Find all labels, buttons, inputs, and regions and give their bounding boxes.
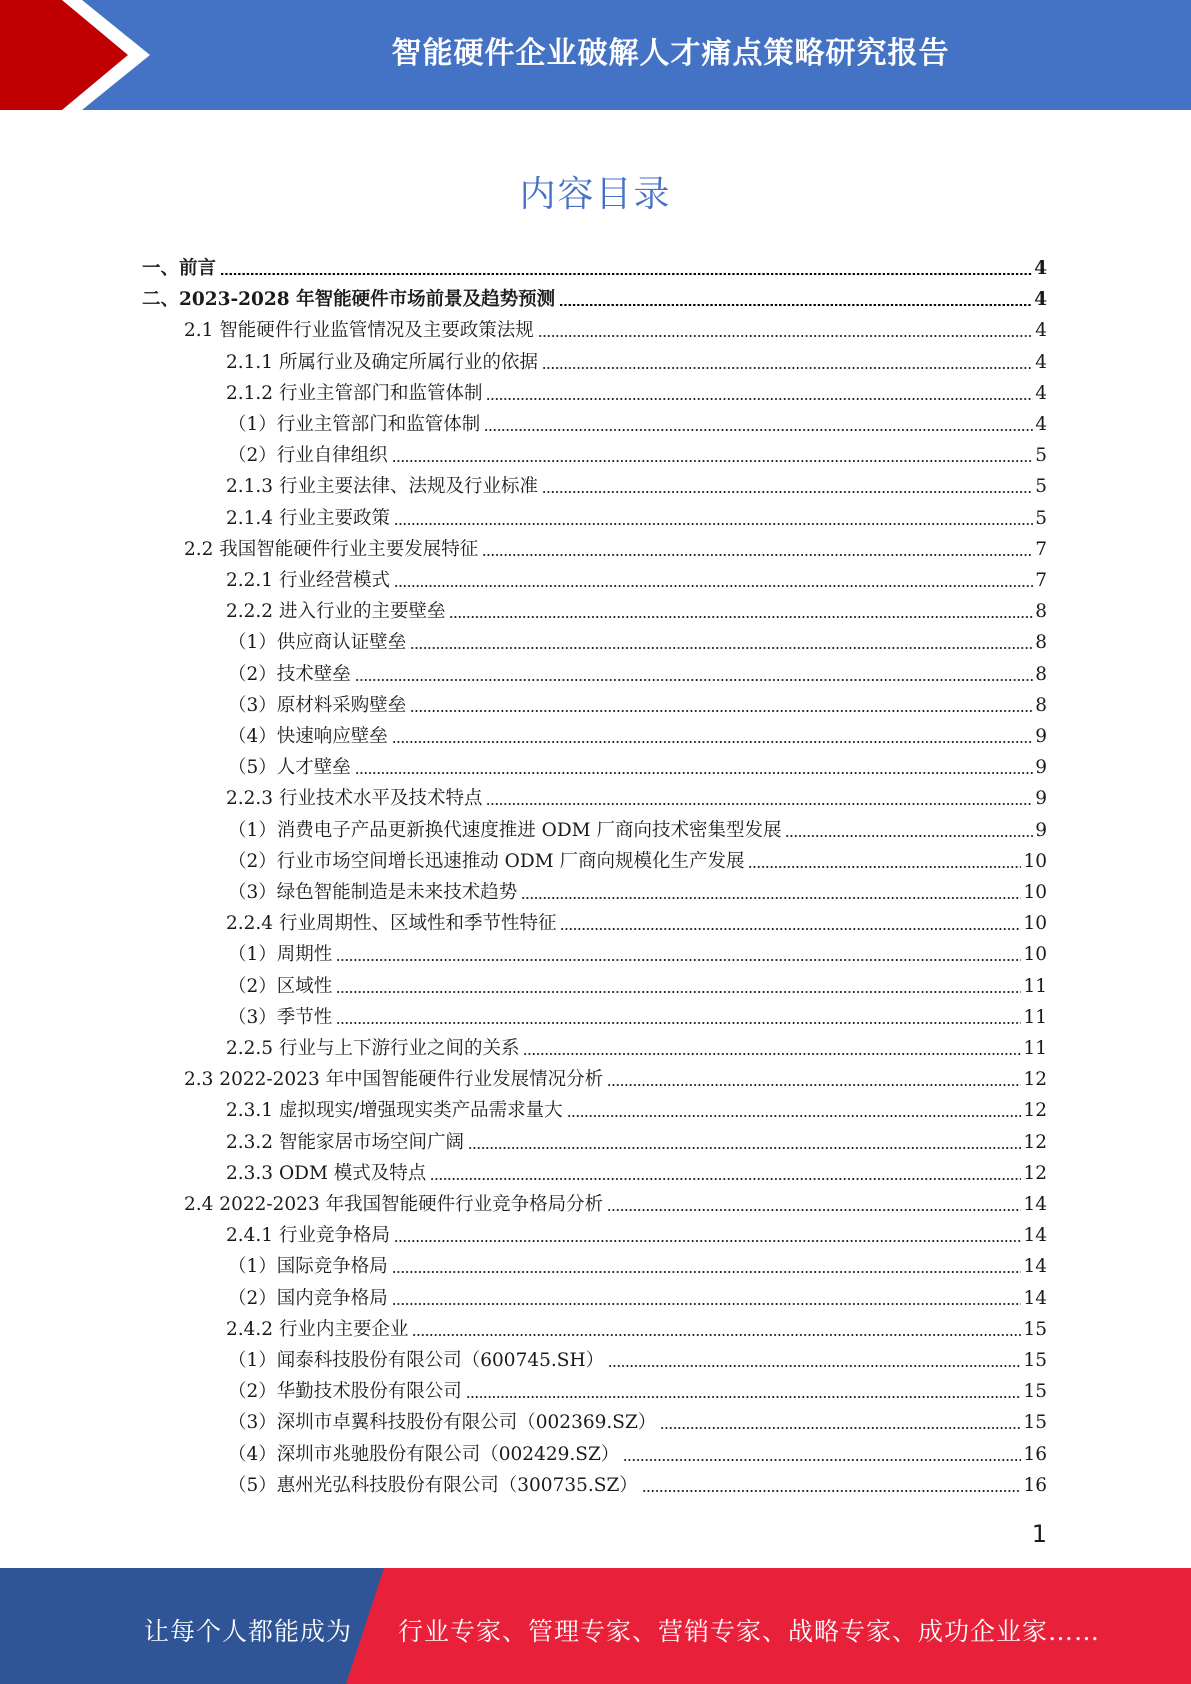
toc-entry-title: 2.1.3 行业主要法律、法规及行业标准 xyxy=(226,476,538,498)
toc-entry[interactable] xyxy=(226,784,1047,814)
toc-entry-page: 5 xyxy=(1035,507,1047,529)
toc-entry[interactable] xyxy=(226,472,1047,502)
toc-entry-page: 7 xyxy=(1035,538,1047,560)
toc-dot-leader xyxy=(486,803,1033,805)
toc-entry-title: （3）绿色智能制造是未来技术趋势 xyxy=(228,882,518,903)
toc-dot-leader xyxy=(466,1396,1022,1398)
toc-dot-leader xyxy=(542,367,1033,369)
footer-slogan-left: 让每个人都能成为 xyxy=(144,1617,353,1646)
toc-entry-title: 2.4.2 行业内主要企业 xyxy=(226,1318,409,1340)
toc-entry-title: （3）原材料采购壁垒 xyxy=(228,694,407,716)
toc-entry-page: 8 xyxy=(1035,694,1047,716)
toc-entry[interactable] xyxy=(184,1190,1047,1220)
toc-entry-title: （5）人才壁垒 xyxy=(228,757,351,779)
toc-entry[interactable] xyxy=(226,909,1047,939)
toc-entry[interactable] xyxy=(226,566,1047,596)
toc-dot-leader xyxy=(336,991,1021,993)
toc-entry-page: 12 xyxy=(1023,1131,1047,1153)
toc-entry-title: 2.1.2 行业主管部门和监管体制 xyxy=(226,382,483,404)
toc-dot-leader xyxy=(623,1459,1021,1461)
toc-entry-page: 8 xyxy=(1035,663,1047,685)
toc-entry[interactable] xyxy=(228,441,1047,471)
toc-entry-page: 11 xyxy=(1023,1038,1047,1059)
toc-entry[interactable] xyxy=(228,1377,1047,1407)
toc-entry-page: 15 xyxy=(1023,1381,1047,1403)
toc-entry-title: （5）惠州光弘科技股份有限公司（300735.SZ） xyxy=(228,1474,638,1496)
toc-dot-leader xyxy=(336,959,1021,961)
toc-dot-leader xyxy=(748,866,1021,868)
toc-entry-page: 12 xyxy=(1023,1069,1047,1091)
toc-entry-page: 14 xyxy=(1023,1194,1047,1215)
toc-dot-leader xyxy=(559,304,1032,306)
toc-dot-leader xyxy=(449,616,1033,618)
toc-entry[interactable] xyxy=(228,1284,1047,1314)
toc-dot-leader xyxy=(642,1490,1022,1492)
toc-entry[interactable] xyxy=(226,1159,1047,1189)
toc-entry[interactable] xyxy=(228,1252,1047,1282)
toc-entry-title: 2.3.1 虚拟现实/增强现实类产品需求量大 xyxy=(226,1100,563,1122)
toc-entry[interactable] xyxy=(228,1408,1047,1438)
toc-entry-title: 2.2.4 行业周期性、区域性和季节性特征 xyxy=(226,913,557,935)
toc-entry[interactable] xyxy=(228,691,1047,721)
toc-entry-page: 10 xyxy=(1023,850,1047,872)
toc-entry[interactable] xyxy=(228,628,1047,658)
toc-entry-title: 2.3.2 智能家居市场空间广阔 xyxy=(226,1131,464,1153)
toc-entry-page: 9 xyxy=(1035,726,1047,747)
toc-entry-title: 一、前言 xyxy=(142,258,217,279)
toc-dot-leader xyxy=(394,523,1033,525)
toc-entry[interactable] xyxy=(228,410,1047,440)
toc-dot-leader xyxy=(660,1427,1021,1429)
toc-entry[interactable] xyxy=(228,1346,1047,1376)
toc-entry-title: （3）季节性 xyxy=(228,1006,333,1028)
toc-dot-leader xyxy=(567,1115,1022,1117)
toc-dot-leader xyxy=(538,335,1033,337)
toc-dot-leader xyxy=(392,741,1033,743)
toc-entry-title: （1）供应商认证壁垒 xyxy=(228,632,407,654)
toc-dot-leader xyxy=(785,835,1033,837)
toc-dot-leader xyxy=(430,1178,1021,1180)
toc-entry[interactable] xyxy=(226,1096,1047,1126)
toc-entry-title: 2.1.4 行业主要政策 xyxy=(226,507,390,529)
toc-entry-title: 2.4 2022-2023 年我国智能硬件行业竞争格局分析 xyxy=(184,1194,604,1215)
page-number: 1 xyxy=(1031,1520,1047,1548)
toc-dot-leader xyxy=(608,1365,1021,1367)
toc-entry[interactable] xyxy=(228,660,1047,690)
page-footer-banner xyxy=(0,1568,1191,1684)
toc-entry-title: （2）技术壁垒 xyxy=(228,663,351,685)
toc-entry-title: 二、2023-2028 年智能硬件市场前景及趋势预测 xyxy=(142,289,556,311)
toc-entry-page: 5 xyxy=(1035,445,1047,467)
toc-dot-leader xyxy=(220,273,1032,275)
toc-entry-page: 16 xyxy=(1023,1443,1047,1465)
toc-entry-page: 14 xyxy=(1023,1225,1047,1247)
toc-dot-leader xyxy=(410,710,1033,712)
toc-entry[interactable] xyxy=(228,1471,1047,1501)
toc-entry-title: （3）深圳市卓翼科技股份有限公司（002369.SZ） xyxy=(228,1412,657,1434)
toc-entry[interactable] xyxy=(228,753,1047,783)
toc-entry[interactable] xyxy=(226,597,1047,627)
toc-entry[interactable] xyxy=(226,348,1047,378)
toc-entry[interactable] xyxy=(226,1315,1047,1345)
toc-entry-title: 2.4.1 行业竞争格局 xyxy=(226,1225,390,1247)
toc-dot-leader xyxy=(523,1053,1021,1055)
toc-entry-page: 4 xyxy=(1035,382,1047,404)
toc-entry[interactable] xyxy=(226,1128,1047,1158)
toc-entry-title: 2.2.5 行业与上下游行业之间的关系 xyxy=(226,1038,520,1059)
toc-entry[interactable] xyxy=(226,379,1047,409)
toc-entry-title: 2.2.1 行业经营模式 xyxy=(226,570,390,591)
toc-entry-page: 4 xyxy=(1034,258,1047,279)
toc-entry-page: 15 xyxy=(1023,1350,1047,1371)
toc-entry-page: 7 xyxy=(1035,570,1047,591)
toc-dot-leader xyxy=(392,1303,1022,1305)
toc-entry-page: 4 xyxy=(1034,289,1047,311)
toc-entry-page: 15 xyxy=(1023,1412,1047,1434)
report-title: 智能硬件企业破解人才痛点策略研究报告 xyxy=(391,36,950,71)
toc-dot-leader xyxy=(468,1147,1021,1149)
toc-entry[interactable] xyxy=(226,1221,1047,1251)
toc-dot-leader xyxy=(394,585,1033,587)
page-header-banner xyxy=(0,0,1191,110)
toc-entry-title: （4）快速响应壁垒 xyxy=(228,726,388,747)
toc-entry[interactable] xyxy=(228,816,1047,846)
toc-entry-page: 4 xyxy=(1035,320,1047,342)
toc-entry-page: 9 xyxy=(1035,757,1047,779)
toc-entry[interactable] xyxy=(226,504,1047,534)
toc-dot-leader xyxy=(355,679,1033,681)
toc-entry-page: 15 xyxy=(1023,1318,1047,1340)
toc-dot-leader xyxy=(336,1022,1021,1024)
toc-dot-leader xyxy=(355,772,1033,774)
toc-dot-leader xyxy=(521,897,1021,899)
toc-entry-page: 11 xyxy=(1023,975,1047,997)
toc-entry-title: （2）行业自律组织 xyxy=(228,445,388,467)
toc-entry-title: 2.1 智能硬件行业监管情况及主要政策法规 xyxy=(184,320,534,342)
toc-entry-title: （4）深圳市兆驰股份有限公司（002429.SZ） xyxy=(228,1443,620,1465)
toc-dot-leader xyxy=(607,1084,1021,1086)
toc-entry-page: 14 xyxy=(1023,1287,1047,1309)
toc-entry[interactable] xyxy=(226,1034,1047,1064)
toc-entry-page: 9 xyxy=(1035,819,1047,841)
toc-entry-title: （1）国际竞争格局 xyxy=(228,1256,388,1278)
toc-entry-page: 5 xyxy=(1035,476,1047,498)
toc-entry-page: 10 xyxy=(1023,882,1047,903)
toc-dot-leader xyxy=(542,491,1033,493)
toc-dot-leader xyxy=(486,398,1033,400)
toc-entry[interactable] xyxy=(228,847,1047,877)
toc-entry-title: （2）区域性 xyxy=(228,975,333,997)
toc-entry-page: 12 xyxy=(1023,1100,1047,1122)
toc-dot-leader xyxy=(412,1334,1021,1336)
toc-entry-page: 9 xyxy=(1035,788,1047,810)
toc-entry[interactable] xyxy=(228,1440,1047,1470)
toc-entry-page: 14 xyxy=(1023,1256,1047,1278)
toc-entry-title: （2）行业市场空间增长迅速推动 ODM 厂商向规模化生产发展 xyxy=(228,850,745,872)
toc-entry[interactable] xyxy=(228,972,1047,1002)
toc-entry-title: 2.3.3 ODM 模式及特点 xyxy=(226,1162,427,1184)
toc-dot-leader xyxy=(482,554,1033,556)
toc-entry-page: 11 xyxy=(1023,1006,1047,1028)
toc-entry-page: 10 xyxy=(1023,913,1047,935)
toc-entry-title: （1）周期性 xyxy=(228,944,333,966)
toc-dot-leader xyxy=(560,928,1021,930)
toc-entry-title: （1）消费电子产品更新换代速度推进 ODM 厂商向技术密集型发展 xyxy=(228,819,782,841)
toc-entry-page: 4 xyxy=(1035,414,1047,435)
toc-dot-leader xyxy=(607,1209,1021,1211)
toc-entry-title: （1）闻泰科技股份有限公司（600745.SH） xyxy=(228,1350,605,1371)
toc-dot-leader xyxy=(484,429,1033,431)
toc-dot-leader xyxy=(410,647,1033,649)
toc-entry-title: （2）国内竞争格局 xyxy=(228,1287,388,1309)
footer-slogan-right: 行业专家、管理专家、营销专家、战略专家、成功企业家…… xyxy=(398,1617,1101,1646)
toc-entry-page: 4 xyxy=(1035,351,1047,373)
toc-entry-page: 10 xyxy=(1023,944,1047,966)
toc-entry-page: 16 xyxy=(1023,1474,1047,1496)
toc-entry[interactable] xyxy=(142,285,1047,315)
toc-entry[interactable] xyxy=(142,254,1047,284)
toc-entry-title: 2.3 2022-2023 年中国智能硬件行业发展情况分析 xyxy=(184,1069,604,1091)
toc-entry-title: 2.1.1 所属行业及确定所属行业的依据 xyxy=(226,351,538,373)
toc-entry[interactable] xyxy=(228,722,1047,752)
toc-entry-page: 8 xyxy=(1035,601,1047,623)
toc-entry[interactable] xyxy=(228,1003,1047,1033)
toc-entry-page: 8 xyxy=(1035,632,1047,654)
toc-entry-title: 2.2.2 进入行业的主要壁垒 xyxy=(226,601,446,623)
toc-entry[interactable] xyxy=(228,878,1047,908)
toc-dot-leader xyxy=(394,1240,1021,1242)
toc-entry-title: （1）行业主管部门和监管体制 xyxy=(228,414,481,435)
toc-dot-leader xyxy=(392,1271,1022,1273)
toc-entry[interactable] xyxy=(184,1065,1047,1095)
toc-entry-title: 2.2 我国智能硬件行业主要发展特征 xyxy=(184,538,479,560)
toc-entry[interactable] xyxy=(184,535,1047,565)
toc-title: 内容目录 xyxy=(519,174,672,215)
toc-entry[interactable] xyxy=(184,316,1047,346)
toc-entry-page: 12 xyxy=(1023,1162,1047,1184)
toc-dot-leader xyxy=(392,460,1033,462)
toc-entry-title: （2）华勤技术股份有限公司 xyxy=(228,1381,462,1403)
toc-entry-title: 2.2.3 行业技术水平及技术特点 xyxy=(226,788,483,810)
toc-entry[interactable] xyxy=(228,940,1047,970)
